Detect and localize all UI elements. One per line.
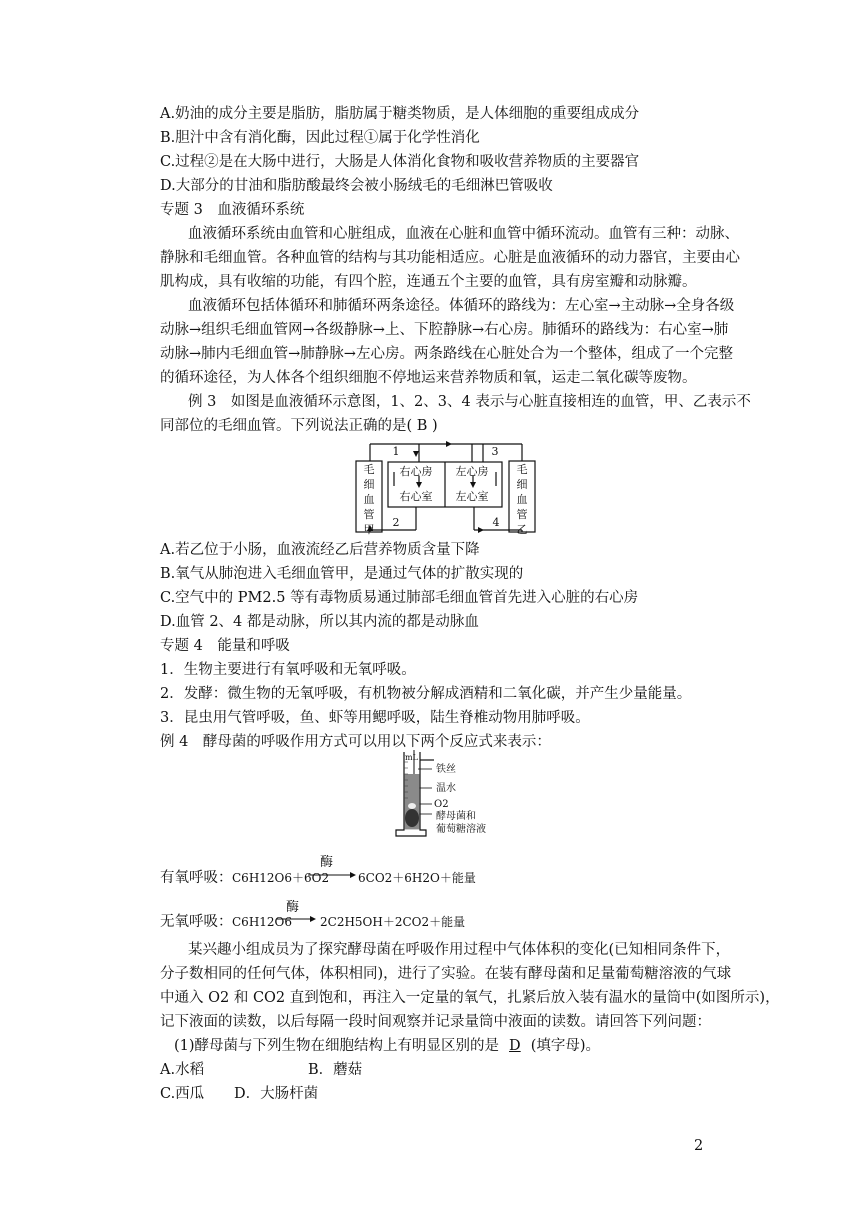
option-c: C.过程②是在大肠中进行，大肠是人体消化食物和吸收营养物质的主要器官 xyxy=(160,154,640,170)
choice-c: C.西瓜 xyxy=(160,1086,205,1102)
glucose-solution-label: 葡萄糖溶液 xyxy=(436,824,486,835)
option-a: A.若乙位于小肠，血液流经乙后营养物质含量下降 xyxy=(160,542,480,558)
aerobic-reactants: C6H12O6＋6O2 xyxy=(232,871,330,885)
option-c: C.空气中的 PM2.5 等有毒物质易通过肺部毛细血管首先进入心脏的右心房 xyxy=(160,590,639,606)
section-heading-4: 专题 4 能量和呼吸 xyxy=(160,638,290,654)
anaerobic-equation xyxy=(160,899,500,939)
paragraph-line: 血液循环包括体循环和肺循环两条途径。体循环的路线为：左心室→主动脉→全身各级 xyxy=(188,298,735,314)
paragraph-line: 血液循环系统由血管和心脏组成，血液在心脏和血管中循环流动。血管有三种：动脉、 xyxy=(188,226,739,242)
paragraph-line: 分子数相同的任何气体，体积相同)，进行了实验。在装有酵母菌和足量葡萄糖溶液的气球 xyxy=(160,966,732,982)
aerobic-label: 有氧呼吸： xyxy=(160,870,233,886)
right-ventricle-label: 右心室 xyxy=(399,490,433,503)
vessel-number-4: 4 xyxy=(492,516,500,529)
vessel-number-2: 2 xyxy=(392,516,400,529)
question-1 xyxy=(174,1037,600,1055)
right-atrium-label: 右心房 xyxy=(399,465,433,478)
capillary-a-char: 甲 xyxy=(363,523,375,536)
capillary-b-char: 细 xyxy=(516,478,528,491)
capillary-b-char: 乙 xyxy=(516,523,528,536)
option-d: D.血管 2、4 都是动脉，所以其内流的都是动脉血 xyxy=(160,614,479,630)
paragraph-line: 中通入 O2 和 CO2 直到饱和，再注入一定量的氧气，扎紧后放入装有温水的量筒中(如图所示)， xyxy=(160,990,780,1006)
warm-water-label: 温水 xyxy=(436,783,456,794)
option-b: B.胆汁中含有消化酶，因此过程①属于化学性消化 xyxy=(160,130,480,146)
reaction-arrow xyxy=(308,871,356,879)
paragraph-line: 肌构成，具有收缩的功能，有四个腔，连通五个主要的血管，具有房室瓣和动脉瓣。 xyxy=(160,274,697,290)
cylinder-diagram xyxy=(392,748,532,842)
aerobic-products: 6CO2＋6H2O＋能量 xyxy=(358,871,476,885)
option-b: B.氧气从肺泡进入毛细血管甲，是通过气体的扩散实现的 xyxy=(160,566,524,582)
question-1-answer: D xyxy=(509,1038,521,1054)
vessel-number-1: 1 xyxy=(392,445,400,458)
capillary-a-char: 血 xyxy=(363,493,375,506)
capillary-a-char: 细 xyxy=(363,478,375,491)
list-item: 3．昆虫用气管呼吸，鱼、虾等用鳃呼吸，陆生脊椎动物用肺呼吸。 xyxy=(160,710,590,726)
capillary-a-char: 毛 xyxy=(363,463,375,476)
yeast-label: 酵母菌和 xyxy=(436,811,476,822)
unit-label: mL xyxy=(405,753,418,762)
capillary-b-char: 血 xyxy=(516,493,528,506)
left-ventricle-label: 左心室 xyxy=(455,490,489,503)
section-heading-3: 专题 3 血液循环系统 xyxy=(160,202,305,218)
option-d: D.大部分的甘油和脂肪酸最终会被小肠绒毛的毛细淋巴管吸收 xyxy=(160,178,553,194)
question-1-suffix: (填字母)。 xyxy=(530,1038,601,1054)
anaerobic-products: 2C2H5OH＋2CO2＋能量 xyxy=(320,915,466,929)
aerobic-equation xyxy=(160,855,480,895)
list-item: 1．生物主要进行有氧呼吸和无氧呼吸。 xyxy=(160,662,416,678)
enzyme-label: 酶 xyxy=(320,855,334,870)
question-1-text: (1)酵母菌与下列生物在细胞结构上有明显区别的是 xyxy=(174,1038,500,1054)
vessel-number-3: 3 xyxy=(491,445,499,458)
list-item: 2．发酵：微生物的无氧呼吸，有机物被分解成酒精和二氧化碳，并产生少量能量。 xyxy=(160,686,692,702)
example-3-question: 例 3 如图是血液循环示意图，1、2、3、4 表示与心脏直接相连的血管，甲、乙表示不 xyxy=(188,394,751,410)
example-4-question: 例 4 酵母菌的呼吸作用方式可以用以下两个反应式来表示： xyxy=(160,734,551,750)
left-atrium-label: 左心房 xyxy=(455,465,489,478)
page-number: 2 xyxy=(694,1138,704,1154)
paragraph-line: 的循环途径，为人体各个组织细胞不停地运来营养物质和氧，运走二氧化碳等废物。 xyxy=(160,370,697,386)
choice-d: D．大肠杆菌 xyxy=(234,1086,319,1102)
capillary-a-char: 管 xyxy=(363,508,375,521)
paragraph-line: 某兴趣小组成员为了探究酵母菌在呼吸作用过程中气体体积的变化(已知相同条件下， xyxy=(188,942,731,958)
anaerobic-label: 无氧呼吸： xyxy=(160,914,233,930)
reaction-arrow xyxy=(276,915,316,923)
iron-wire-label: 铁丝 xyxy=(436,764,456,775)
paragraph-line: 动脉→肺内毛细血管→肺静脉→左心房。两条路线在心脏处合为一个整体，组成了一个完整 xyxy=(160,346,733,362)
oxygen-label: O2 xyxy=(434,799,449,810)
paragraph-line: 静脉和毛细血管。各种血管的结构与其功能相适应。心脏是血液循环的动力器官，主要由心 xyxy=(160,250,740,266)
option-a: A.奶油的成分主要是脂肪，脂肪属于糖类物质，是人体细胞的重要组成成分 xyxy=(160,106,640,122)
example-3-question: 同部位的毛细血管。下列说法正确的是( B ) xyxy=(160,418,438,434)
capillary-b-char: 毛 xyxy=(516,463,528,476)
circulation-diagram xyxy=(350,438,536,536)
anaerobic-reactants: C6H12O6 xyxy=(232,915,293,929)
capillary-b-char: 管 xyxy=(516,508,528,521)
choice-b: B．蘑菇 xyxy=(308,1062,363,1078)
choice-a: A.水稻 xyxy=(160,1062,205,1078)
paragraph-line: 动脉→组织毛细血管网→各级静脉→上、下腔静脉→右心房。肺循环的路线为：右心室→肺 xyxy=(160,322,729,338)
paragraph-line: 记下液面的读数，以后每隔一段时间观察并记录量筒中液面的读数。请回答下列问题： xyxy=(160,1014,711,1030)
enzyme-label: 酶 xyxy=(286,900,300,915)
